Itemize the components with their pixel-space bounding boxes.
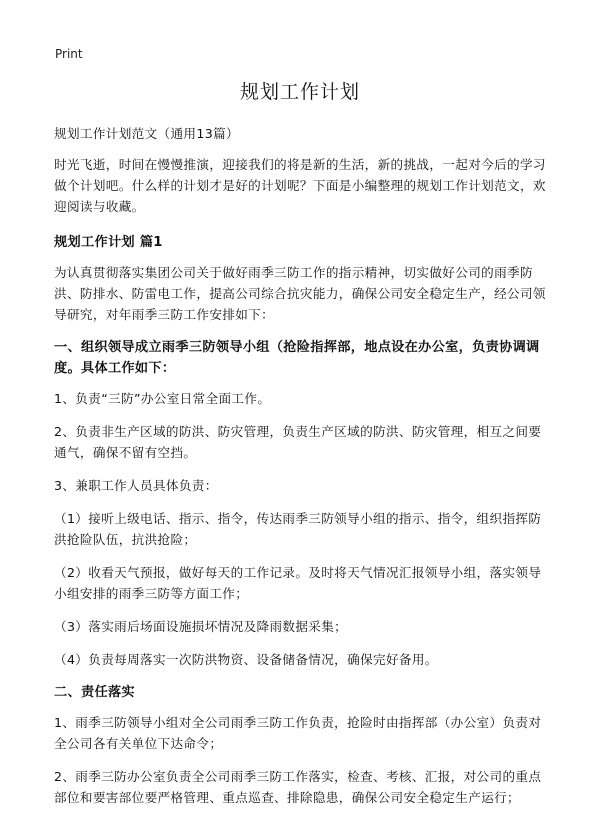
heading-responsibility: 二、责任落实 <box>54 685 135 700</box>
document-body <box>54 123 550 819</box>
list-item: 2、负责非生产区域的防洪、防灾管理，负责生产区域的防洪、防灾管理，相互之间要通气，确保不留有空挡。 <box>54 424 542 460</box>
intro-paragraph: 时光飞逝，时间在慢慢推演，迎接我们的将是新的生活，新的挑战，一起对今后的学习做个计划吧。什么样的计划才是好的计划呢？下面是小编整理的规划工作计划范文，欢迎阅读与收藏。 <box>54 157 546 214</box>
list-item: 1、雨季三防领导小组对全公司雨季三防工作负责，抢险时由指挥部（办公室）负责对全公司各有关单位下达命令； <box>54 715 542 751</box>
sub-list-item: （2）收看天气预报，做好每天的工作记录。及时将天气情况汇报领导小组，落实领导小组安排的雨季三防等方面工作； <box>54 565 542 601</box>
list-item: 1、负责“三防”办公室日常全面工作。 <box>54 391 271 406</box>
sub-list-item: （1）接听上级电话、指示、指令，传达雨季三防领导小组的指示、指令，组织指挥防洪抢险队伍，抗洪抢险； <box>54 511 542 547</box>
list-item: 2、雨季三防办公室负责全公司雨季三防工作落实，检查、考核、汇报，对公司的重点部位和要害部位要严格管理、重点巡查、排除隐患，确保公司安全稳定生产运行； <box>54 769 542 805</box>
print-label[interactable]: Print <box>55 47 83 61</box>
sub-list-item: （4）负责每周落实一次防洪物资、设备储备情况，确保完好备用。 <box>54 652 438 667</box>
page-title: 规划工作计划 <box>239 81 360 103</box>
document-subtitle: 规划工作计划范文（通用13篇） <box>54 126 239 141</box>
section-intro-paragraph: 为认真贯彻落实集团公司关于做好雨季三防工作的指示精神，切实做好公司的雨季防洪、防排水、防雷电工作，提高公司综合抗灾能力，确保公司安全稳定生产，经公司领导研究，对年雨季三防工作安排如下： <box>54 265 546 322</box>
section-title: 规划工作计划 篇1 <box>54 235 163 250</box>
sub-list-item: （3）落实雨后场面设施损坏情况及降雨数据采集； <box>54 619 348 634</box>
heading-organization: 一、组织领导成立雨季三防领导小组（抢险指挥部，地点设在办公室，负责协调调度。具体工作如下： <box>54 340 540 376</box>
list-item: 3、兼职工作人员具体负责： <box>54 478 218 493</box>
